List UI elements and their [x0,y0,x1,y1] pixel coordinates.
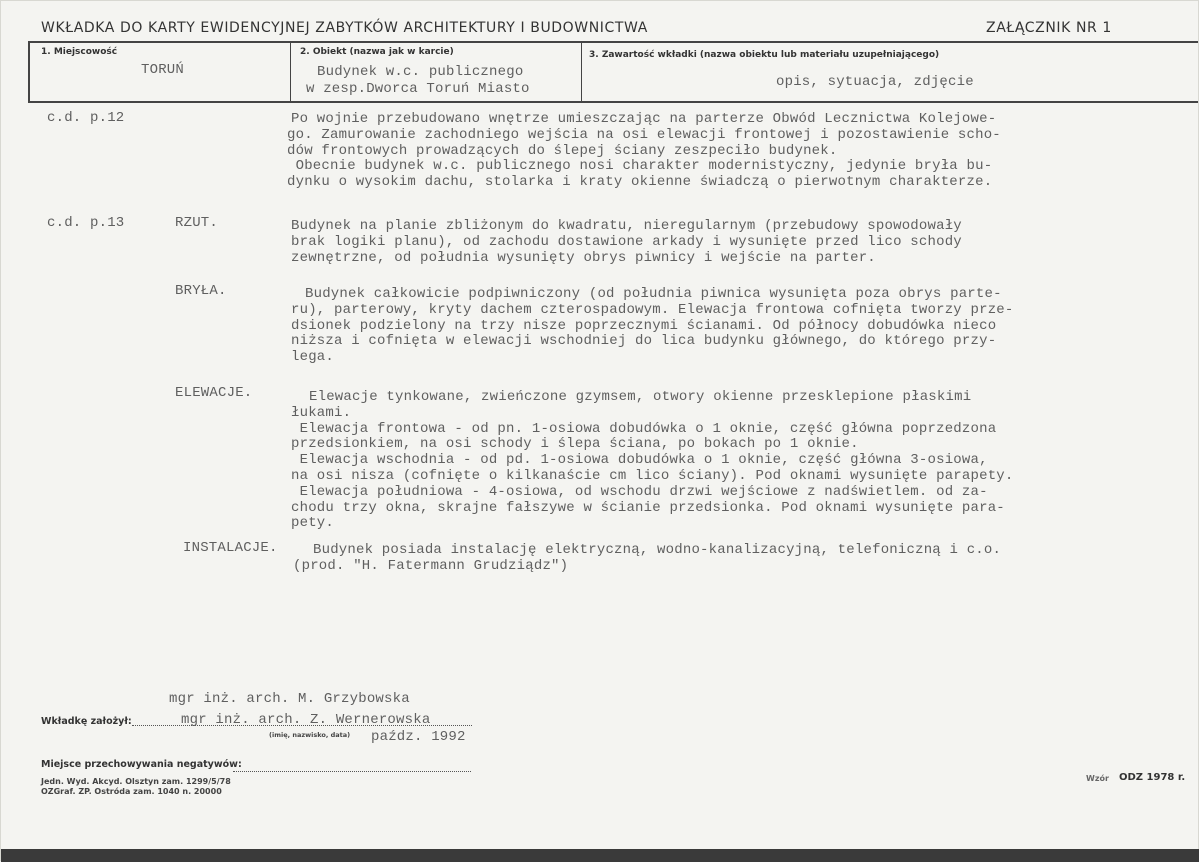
text-block-instalacje [293,543,1001,575]
section-heading-elewacje: ELEWACJE. [175,385,253,401]
author-label: Wkładkę założył: [41,716,132,727]
text-block-elewacje [291,390,1014,532]
print-info-line-1: Jedn. Wyd. Akcyd. Olsztyn zam. 1299/5/78 [41,777,231,786]
place-value: TORUŃ [141,62,185,78]
page-ref-p13: c.d. p.13 [47,215,125,231]
text-line: zewnętrzne, od południa wysunięty obrys piwnicy i wejście na parter. [291,249,876,266]
text-line: chodu trzy okna, skrajne fałszywe w ścianie przedsionka. Pod oknami wysunięte para- [291,499,1005,516]
text-line: dynku o wysokim dachu, stolarka i kraty okienne świadczą o pierwotnym charakterze. [287,174,993,191]
negatives-dotted-line [233,771,471,772]
text-line: Elewacje tynkowane, zwieńczone gzymsem, otwory okienne przesklepione płaskimi [309,389,972,405]
text-line: Elewacja południowa - 4-osiowa, od wschodu drzwi wejściowe z nadświetlem. od za- [291,483,988,500]
fields-bottom-rule [28,101,1198,103]
section-heading-bryla: BRYŁA. [175,283,227,299]
author-name-2: mgr inż. arch. Z. Wernerowska [181,712,431,728]
text-line: przedsionkiem, na osi schody i ślepa ściana, po bokach po 1 oknie. [291,436,859,453]
text-line: Elewacja frontowa - od pn. 1-osiowa dobudówka o 1 oknie, część główna poprzedzona [291,420,997,437]
form-code: ODZ 1978 r. [1119,772,1186,783]
content-label: 3. Zawartość wkładki (nazwa obiektu lub materiału uzupełniającego) [589,50,940,60]
text-block-bryla [291,287,1014,366]
author-name-1: mgr inż. arch. M. Grzybowska [169,691,410,707]
page-ref-p12: c.d. p.12 [47,110,125,126]
card-title: WKŁADKA DO KARTY EWIDENCYJNEJ ZABYTKÓW ARCHITEKTURY I BUDOWNICTWA [41,20,648,36]
left-border [28,41,30,103]
text-line: pety. [291,515,335,532]
text-line: lega. [291,349,335,366]
object-value-line-1: Budynek w.c. publicznego [317,64,524,80]
text-line: dsionek podzielony na trzy nisze poprzecznymi ścianami. Od północy dobudówka nieco [291,317,997,334]
field-divider-1 [290,41,291,103]
object-value-line-2: w zesp.Dworca Toruń Miasto [306,81,530,97]
text-line: go. Zamurowanie zachodniego wejścia na osi elewacji frontowej i pozostawienie scho- [287,126,1001,143]
author-dotted-line [132,725,472,726]
annex-number: ZAŁĄCZNIK NR 1 [986,20,1112,36]
author-date: paźdz. 1992 [371,729,466,745]
object-label: 2. Obiekt (nazwa jak w karcie) [300,47,454,57]
text-line: dów frontowych prowadzących do ślepej ściany zeszpeciło budynek. [287,142,838,159]
text-line: niższa i cofnięta w elewacji wschodniej do lica budynku głównego, do którego przy- [291,333,997,350]
text-line: Po wojnie przebudowano wnętrze umieszczając na parterze Obwód Lecznictwa Kolejowe- [291,111,997,127]
text-line: łukami. [291,404,352,421]
text-line: Budynek całkowicie podpiwniczony (od południa piwnica wysunięta poza obrys parte- [305,286,1002,302]
text-line: Budynek na planie zbliżonym do kwadratu, nieregularnym (przebudowy spowodowały [291,218,962,234]
text-line: (prod. "H. Fatermann Grudziądz") [293,557,569,574]
field-divider-2 [581,41,582,103]
text-line: Obecnie budynek w.c. publicznego nosi charakter modernistyczny, jedynie bryła bu- [287,158,993,175]
print-info-line-2: OZGraf. ZP. Ostróda zam. 1040 n. 20000 [41,787,222,796]
header-rule [28,41,1198,43]
text-line: brak logiki planu), od zachodu dostawione arkady i wysunięte przed lico schody [291,233,962,250]
text-line: Budynek posiada instalację elektryczną, wodno-kanalizacyjną, telefoniczną i c.o. [313,542,1002,558]
section-heading-instalacje: INSTALACJE. [183,540,278,556]
section-heading-rzut: RZUT. [175,215,219,231]
author-hint: (imię, nazwisko, data) [269,731,351,739]
content-value: opis, sytuacja, zdjęcie [776,74,974,90]
place-label: 1. Miejscowość [41,47,118,57]
text-block-rzut [291,219,962,266]
text-line: Elewacja wschodnia - od pd. 1-osiowa dobudówka o 1 oknie, część główna 3-osiowa, [291,452,988,469]
text-block-intro [287,112,1001,191]
text-line: ru), parterowy, kryty dachem czterospadowym. Elewacja frontowa cofnięta tworzy prze- [291,301,1014,318]
form-prefix: Wzór [1086,774,1109,783]
text-line: na osi nisza (cofnięte o kilkanaście cm lico ściany). Pod oknami wysunięte parapety. [291,467,1014,484]
negatives-label: Miejsce przechowywania negatywów: [41,759,242,770]
scan-edge [1,849,1199,862]
